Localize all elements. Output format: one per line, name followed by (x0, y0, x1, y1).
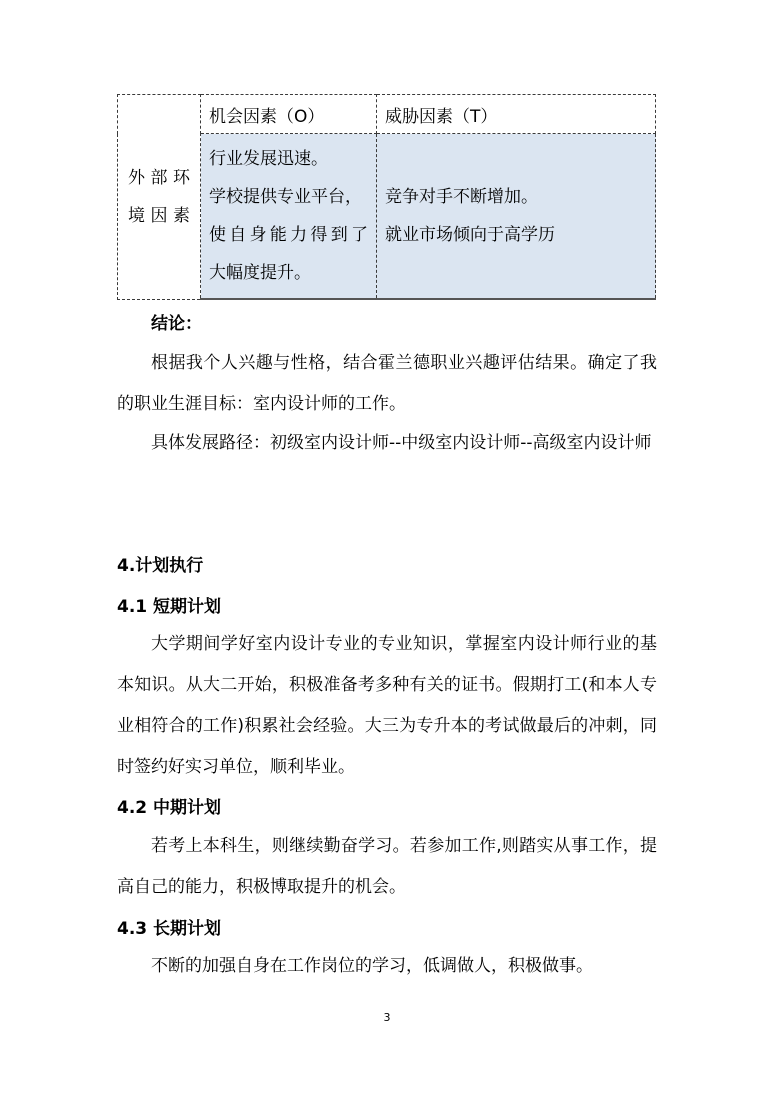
opportunity-line: 学校提供专业平台， (209, 187, 362, 207)
conclusion-label (117, 304, 657, 345)
threat-header: 威胁因素（T） (377, 95, 656, 134)
short-term-text: 大学期间学好室内设计专业的专业知识，掌握室内设计师行业的基本知识。从大二开始，积极准备考多种有关的证书。假期打工(和本人专业相符合的工作)积累社会经验。大三为专升本的考试做最后的冲刺，同时签约好实习单位，顺利毕业。 (117, 634, 657, 777)
threat-cell (377, 134, 656, 300)
conclusion-label-text: 结论： (151, 314, 202, 334)
long-term-text: 不断的加强自身在工作岗位的学习，低调做人，积极做事。 (151, 956, 593, 976)
long-term-title: 4.3 长期计划 (117, 919, 222, 939)
mid-term-title: 4.2 中期计划 (117, 798, 222, 818)
opportunity-line: 使自身能力得到了 (209, 225, 368, 245)
opportunity-line: 大幅度提升。 (209, 263, 311, 283)
opportunity-header: 机会因素（O） (201, 95, 377, 134)
threat-line: 就业市场倾向于高学历 (385, 225, 555, 245)
short-term-title: 4.1 短期计划 (117, 597, 222, 617)
conclusion-paragraph-1: 根据我个人兴趣与性格，结合霍兰德职业兴趣评估结果。确定了我的职业生涯目标：室内设计师的工作。 (117, 353, 657, 414)
mid-term-text: 若考上本科生，则继续勤奋学习。若参加工作,则踏实从事工作，提高自己的能力，积极博取提升的机会。 (117, 836, 657, 897)
threat-line: 竞争对手不断增加。 (385, 187, 538, 207)
swot-external-factors-table (117, 94, 656, 300)
opportunity-line: 行业发展迅速。 (209, 149, 328, 169)
external-factors-label: 外部环境因素 (118, 95, 201, 300)
conclusion-paragraph-2: 具体发展路径：初级室内设计师--中级室内设计师--高级室内设计师 (151, 433, 652, 453)
page-number: 3 (383, 1011, 391, 1024)
section-title: 4.计划执行 (117, 556, 204, 576)
opportunity-cell (201, 134, 377, 300)
